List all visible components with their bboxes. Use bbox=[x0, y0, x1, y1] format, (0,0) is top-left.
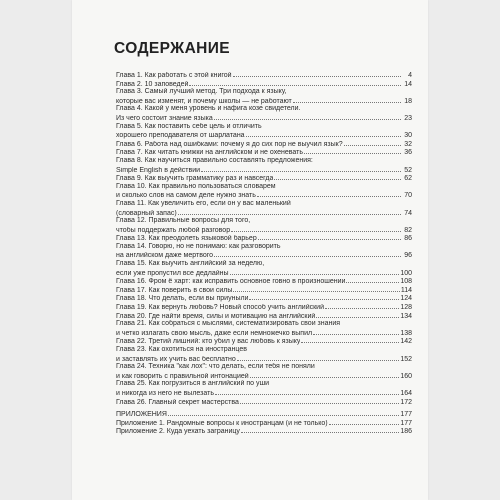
toc-entry-text: Глава 23. Как охотиться на иностранцев bbox=[116, 346, 247, 353]
toc-entry-text: Глава 2. 10 заповедей bbox=[116, 80, 189, 88]
toc-entry bbox=[116, 294, 412, 303]
toc-page-number: 114 bbox=[400, 286, 412, 294]
toc-entry bbox=[116, 320, 412, 329]
toc-entry-text: Глава 24. Техника "как лох": что делать, если тебя не поняли bbox=[116, 363, 315, 371]
toc-entry-text: Глава 15. Как выучить английский за неделю, bbox=[116, 260, 265, 268]
toc-entry bbox=[116, 355, 412, 364]
toc-entry-text: ПРИЛОЖЕНИЯ bbox=[116, 411, 167, 419]
toc-entry-text: Глава 25. Как погрузиться в английский по уши bbox=[116, 380, 269, 388]
toc-entry-text: Глава 18. Что делать, если вы приуныли bbox=[116, 295, 249, 303]
toc-entry-text: Глава 1. Как работать с этой книгой bbox=[116, 72, 232, 79]
toc-entry-text: Глава 11. Как увеличить его, если он у вас маленький bbox=[116, 199, 291, 207]
toc-page-number: 128 bbox=[400, 304, 412, 312]
toc-page-number: 23 bbox=[404, 114, 412, 122]
toc-entry bbox=[116, 346, 412, 355]
page-title: СОДЕРЖАНИЕ bbox=[114, 40, 231, 57]
toc-entry-text: Глава 21. Как собраться с мыслями, систематизировать свои знания bbox=[116, 320, 341, 328]
toc-page-number: 177 bbox=[400, 411, 412, 419]
toc-leader-dots bbox=[277, 183, 401, 188]
toc-leader-dots bbox=[251, 217, 401, 222]
toc-entry bbox=[116, 312, 412, 321]
toc-leader-dots bbox=[265, 260, 401, 265]
toc-leader-dots bbox=[249, 294, 399, 300]
toc-leader-dots bbox=[231, 226, 401, 232]
toc-entry bbox=[116, 71, 412, 80]
toc-entry-text: и четко излагать свою мысль, даже если немножечко выпил bbox=[116, 329, 313, 337]
toc-entry-text: Приложение 2. Куда уехать заграницу bbox=[116, 428, 240, 436]
toc-page-number: 4 bbox=[408, 72, 412, 79]
toc-leader-dots bbox=[346, 277, 399, 283]
toc-entry bbox=[116, 419, 412, 428]
toc-leader-dots bbox=[301, 337, 399, 343]
toc-entry bbox=[116, 209, 412, 218]
toc-entry-text: Глава 4. Какой у меня уровень и нафига козе свидетели. bbox=[116, 105, 301, 113]
toc-leader-dots bbox=[250, 372, 400, 378]
toc-leader-dots bbox=[274, 174, 401, 180]
toc-page-number: 32 bbox=[404, 140, 412, 148]
toc-entry bbox=[116, 123, 412, 132]
toc-entry bbox=[116, 105, 412, 114]
toc-entry-text: если уже пропустил все дедлайны bbox=[116, 269, 229, 277]
toc-entry bbox=[116, 260, 412, 269]
toc-entry bbox=[116, 277, 412, 286]
toc-entry bbox=[116, 243, 412, 252]
toc-leader-dots bbox=[257, 191, 401, 197]
toc-entry bbox=[116, 286, 412, 295]
toc-entry bbox=[116, 303, 412, 312]
toc-page-number: 36 bbox=[404, 149, 412, 157]
toc-entry-text: Приложение 1. Рандомные вопросы к иностранцам (и не только) bbox=[116, 419, 328, 427]
book-page bbox=[72, 0, 428, 500]
toc-page-number: 142 bbox=[400, 338, 412, 346]
toc-entry-text: Глава 20. Где найти время, силы и мотивацию на английский bbox=[116, 312, 316, 320]
toc-leader-dots bbox=[263, 123, 401, 128]
toc-leader-dots bbox=[258, 234, 401, 240]
toc-page-number: 18 bbox=[404, 97, 412, 105]
toc-entry-text: Из чего состоит знание языка bbox=[116, 114, 213, 122]
toc-leader-dots bbox=[230, 269, 400, 275]
toc-page-number: 52 bbox=[404, 166, 412, 174]
toc-leader-dots bbox=[189, 80, 401, 86]
toc-entry bbox=[116, 200, 412, 209]
toc-leader-dots bbox=[214, 251, 401, 257]
toc-entry-text: чтобы поддержать любой разговор bbox=[116, 226, 231, 234]
toc-leader-dots bbox=[344, 140, 401, 146]
toc-entry bbox=[116, 234, 412, 243]
toc-entry bbox=[116, 380, 412, 389]
toc-page-number: 152 bbox=[400, 355, 412, 363]
toc-entry-text: которые вас изменят, и почему школы — не работают bbox=[116, 97, 292, 105]
toc-leader-dots bbox=[168, 410, 399, 416]
toc-page-number: 70 bbox=[404, 192, 412, 200]
toc-leader-dots bbox=[282, 243, 401, 248]
toc-leader-dots bbox=[270, 380, 401, 385]
toc-page-number: 82 bbox=[404, 226, 412, 234]
toc-leader-dots bbox=[248, 346, 401, 351]
toc-entry-text: Глава 5. Как поставить себе цель и отличить bbox=[116, 122, 262, 130]
toc-entry bbox=[116, 251, 412, 260]
toc-leader-dots bbox=[233, 71, 401, 77]
toc-leader-dots bbox=[246, 131, 401, 137]
toc-page-number: 14 bbox=[404, 80, 412, 88]
toc-leader-dots bbox=[233, 286, 399, 292]
toc-leader-dots bbox=[316, 363, 401, 368]
toc-page-number: 108 bbox=[400, 278, 412, 286]
toc-entry-text: и сколько слов на самом деле нужно знать bbox=[116, 192, 256, 200]
toc-entry bbox=[116, 427, 412, 436]
toc-entry bbox=[116, 191, 412, 200]
toc-page-number: 124 bbox=[400, 295, 412, 303]
table-of-contents bbox=[116, 71, 412, 436]
toc-entry bbox=[116, 80, 412, 89]
toc-leader-dots bbox=[302, 105, 402, 110]
toc-entry bbox=[116, 114, 412, 123]
toc-leader-dots bbox=[215, 389, 399, 395]
toc-leader-dots bbox=[325, 303, 399, 309]
toc-entry bbox=[116, 88, 412, 97]
toc-entry-text: Simple English в действии bbox=[116, 166, 201, 174]
toc-page-number: 177 bbox=[400, 419, 412, 427]
toc-entry bbox=[116, 389, 412, 398]
toc-leader-dots bbox=[316, 312, 399, 318]
toc-entry bbox=[116, 148, 412, 157]
toc-leader-dots bbox=[241, 427, 399, 433]
toc-entry-text: Глава 6. Работа над ошибками: почему я до сих пор не выучил язык? bbox=[116, 140, 343, 148]
toc-entry bbox=[116, 226, 412, 235]
toc-entry-text: Глава 10. Как правильно пользоваться словарем bbox=[116, 182, 276, 190]
toc-entry bbox=[116, 410, 412, 419]
toc-entry-text: Глава 16. Фром ё харт: как исправить основное говно в произношении bbox=[116, 278, 346, 286]
toc-entry-text: Глава 26. Главный секрет мастерства bbox=[116, 398, 239, 406]
toc-page-number: 96 bbox=[404, 252, 412, 260]
toc-entry-text: Глава 19. Как вернуть любовь? Новый способ учить английский bbox=[116, 304, 325, 312]
toc-page-number: 172 bbox=[400, 398, 412, 406]
toc-leader-dots bbox=[201, 166, 401, 172]
toc-entry-text: Глава 22. Третий лишний: кто убил у вас любовь к языку bbox=[116, 338, 301, 346]
toc-entry bbox=[116, 97, 412, 106]
toc-entry-text: на английском даже мертвого bbox=[116, 252, 214, 260]
toc-entry-text: хорошего преподавателя от шарлатана bbox=[116, 132, 245, 140]
toc-entry bbox=[116, 166, 412, 175]
toc-entry-text: Глава 7. Как читать книжки на английском и не охеневать bbox=[116, 149, 304, 157]
toc-entry bbox=[116, 337, 412, 346]
toc-entry bbox=[116, 372, 412, 381]
toc-entry-text: Глава 9. Как выучить грамматику раз и навсегда bbox=[116, 175, 274, 183]
toc-leader-dots bbox=[214, 114, 401, 120]
toc-leader-dots bbox=[313, 329, 399, 335]
toc-leader-dots bbox=[292, 200, 401, 205]
toc-leader-dots bbox=[293, 97, 401, 103]
toc-page-number: 86 bbox=[404, 235, 412, 243]
toc-leader-dots bbox=[178, 209, 401, 215]
toc-entry-text: Глава 17. Как поверить в свои силы bbox=[116, 286, 233, 294]
toc-leader-dots bbox=[329, 419, 400, 425]
toc-page-number: 160 bbox=[400, 372, 412, 380]
toc-leader-dots bbox=[314, 157, 401, 162]
toc-page-number: 100 bbox=[400, 269, 412, 277]
toc-leader-dots bbox=[288, 88, 401, 93]
toc-leader-dots bbox=[240, 398, 399, 404]
toc-entry bbox=[116, 157, 412, 166]
toc-entry bbox=[116, 131, 412, 140]
toc-page-number: 30 bbox=[404, 132, 412, 140]
toc-entry bbox=[116, 217, 412, 226]
toc-entry-text: и заставлять их учить вас бесплатно bbox=[116, 355, 236, 363]
toc-leader-dots bbox=[304, 148, 401, 154]
toc-entry bbox=[116, 329, 412, 338]
toc-entry-text: Глава 13. Как преодолеть языковой барьер bbox=[116, 235, 257, 243]
toc-page-number: 62 bbox=[404, 175, 412, 183]
toc-page-number: 134 bbox=[400, 312, 412, 320]
toc-entry-text: (словарный запас) bbox=[116, 209, 177, 217]
toc-entry bbox=[116, 140, 412, 149]
toc-entry-text: Глава 3. Самый лучший метод. Три подхода к языку, bbox=[116, 88, 287, 96]
toc-entry-text: и никогда из него не вылезать bbox=[116, 389, 214, 397]
toc-entry bbox=[116, 183, 412, 192]
toc-page-number: 164 bbox=[400, 389, 412, 397]
toc-page-number: 186 bbox=[400, 428, 412, 436]
toc-entry-text: Глава 12. Правильные вопросы для того, bbox=[116, 217, 251, 225]
toc-entry bbox=[116, 398, 412, 407]
toc-entry-text: и как говорить с правильной интонацией bbox=[116, 372, 249, 380]
toc-entry bbox=[116, 174, 412, 183]
toc-entry-text: Глава 8. Как научиться правильно составлять предложения: bbox=[116, 156, 313, 164]
toc-leader-dots bbox=[341, 320, 401, 325]
toc-entry-text: Глава 14. Говорю, но не понимаю: как разговорить bbox=[116, 242, 281, 250]
toc-entry bbox=[116, 269, 412, 278]
toc-entry bbox=[116, 363, 412, 372]
toc-page-number: 74 bbox=[404, 209, 412, 217]
toc-page-number: 138 bbox=[400, 329, 412, 337]
toc-leader-dots bbox=[237, 355, 400, 361]
